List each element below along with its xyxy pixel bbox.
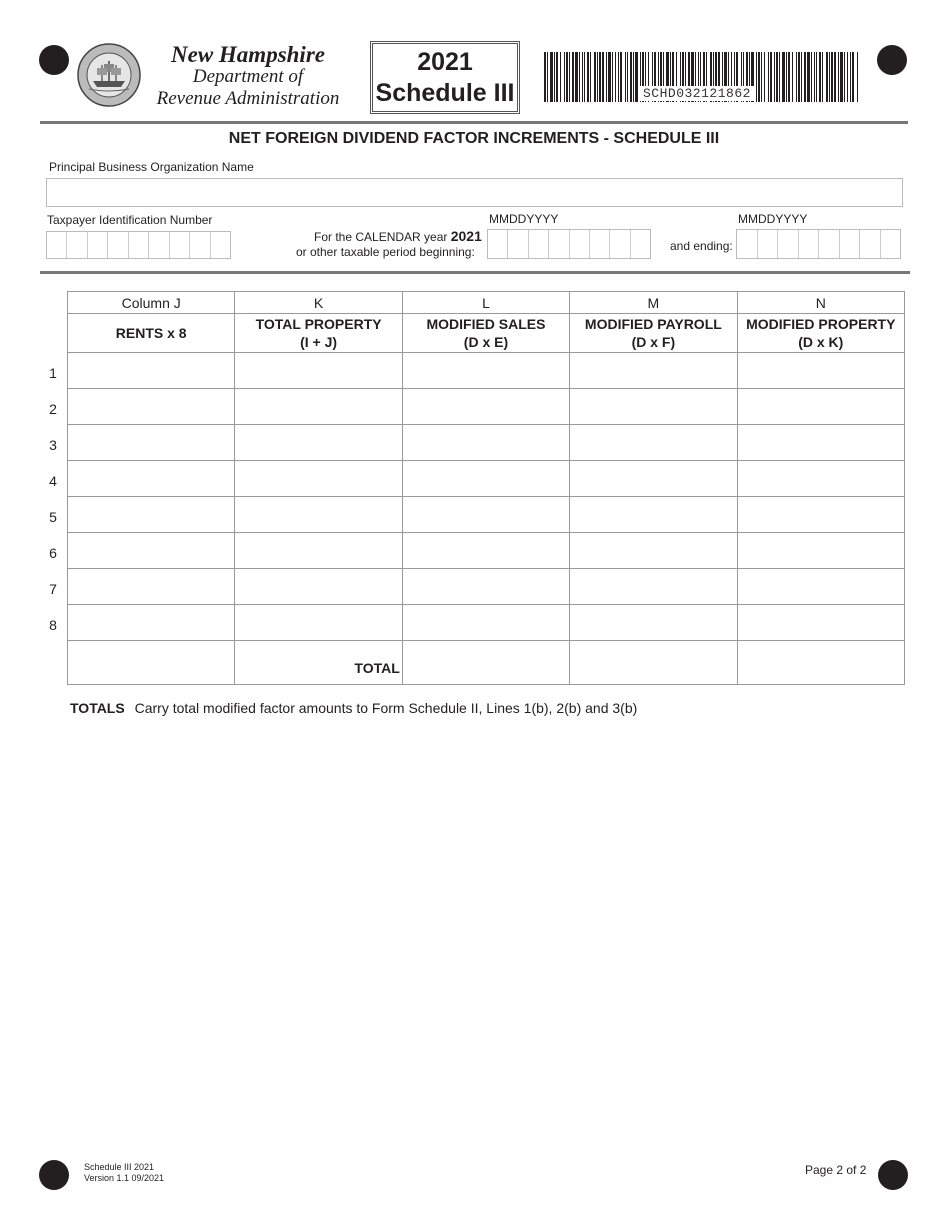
input-cell[interactable] [570,425,737,461]
column-header: MODIFIED SALES (D x E) [402,314,569,353]
column-letter: K [235,292,402,314]
input-cell[interactable] [68,389,235,425]
input-cell[interactable] [235,497,402,533]
table-row [68,533,905,569]
total-sales-cell[interactable] [402,641,569,685]
tin-field[interactable] [46,231,231,259]
and-ending-label: and ending: [670,239,733,253]
column-header-row [68,314,905,353]
page-title: NET FOREIGN DIVIDEND FACTOR INCREMENTS - SCHEDULE III [228,130,720,147]
input-cell[interactable] [402,425,569,461]
input-cell[interactable] [402,497,569,533]
org-name-field[interactable] [46,178,903,207]
blank-cell [68,641,235,685]
registration-mark-top-left [39,45,69,75]
line-number: 5 [49,509,57,525]
input-cell[interactable] [570,389,737,425]
input-cell[interactable] [68,533,235,569]
input-cell[interactable] [235,425,402,461]
calendar-prefix: For the CALENDAR year [314,230,451,244]
input-cell[interactable] [402,389,569,425]
registration-mark-top-right [877,45,907,75]
input-cell[interactable] [68,497,235,533]
input-cell[interactable] [570,605,737,641]
calendar-year: 2021 [450,228,482,244]
input-cell[interactable] [570,353,737,389]
table-row [68,389,905,425]
barcode-text: SCHD032121862 [640,86,754,101]
total-row [68,641,905,685]
input-cell[interactable] [402,461,569,497]
input-cell[interactable] [737,497,904,533]
input-cell[interactable] [737,389,904,425]
input-cell[interactable] [68,425,235,461]
input-cell[interactable] [737,353,904,389]
input-cell[interactable] [402,533,569,569]
line-number: 3 [49,437,57,453]
input-cell[interactable] [68,461,235,497]
column-letter: N [737,292,904,314]
footer-version: Version 1.1 09/2021 [84,1173,165,1183]
footer-form-name: Schedule III 2021 [84,1162,155,1172]
form-id-box [370,41,520,114]
input-cell[interactable] [402,353,569,389]
totals-note-text: Carry total modified factor amounts to Form Schedule II, Lines 1(b), 2(b) and 3(b) [134,700,638,716]
input-cell[interactable] [235,353,402,389]
total-payroll-cell[interactable] [570,641,737,685]
factor-table [67,291,905,685]
calendar-year-text [314,228,482,244]
totals-note-label: TOTALS [70,700,125,716]
line-number: 7 [49,581,57,597]
line-number: 6 [49,545,57,561]
input-cell[interactable] [235,461,402,497]
input-cell[interactable] [68,353,235,389]
line-number: 2 [49,401,57,417]
tin-label: Taxpayer Identification Number [47,213,213,227]
line-number: 1 [49,365,57,381]
input-cell[interactable] [235,569,402,605]
total-property-cell[interactable] [737,641,904,685]
input-cell[interactable] [737,569,904,605]
column-header: TOTAL PROPERTY (I + J) [235,314,402,353]
totals-note [70,700,637,716]
begin-date-format: MMDDYYYY [489,212,559,226]
column-letter: L [402,292,569,314]
header-divider [40,121,908,124]
state-seal-icon [77,43,141,107]
input-cell[interactable] [737,461,904,497]
end-date-field[interactable] [736,229,901,259]
agency-state: New Hampshire [171,42,325,67]
input-cell[interactable] [570,533,737,569]
input-cell[interactable] [402,605,569,641]
line-number: 4 [49,473,57,489]
registration-mark-bottom-right [878,1160,908,1190]
column-letter: M [570,292,737,314]
input-cell[interactable] [570,497,737,533]
period-beginning-label: or other taxable period beginning: [296,245,475,259]
total-label: TOTAL [235,641,402,685]
begin-date-field[interactable] [487,229,651,259]
table-row [68,497,905,533]
column-letter: Column J [68,292,235,314]
agency-line-3: Revenue Administration [156,88,340,109]
column-header: MODIFIED PROPERTY (D x K) [737,314,904,353]
section-divider [40,271,910,274]
footer-form-info [84,1162,164,1184]
table-row [68,461,905,497]
input-cell[interactable] [737,605,904,641]
page-number: Page 2 of 2 [805,1163,867,1177]
input-cell[interactable] [737,533,904,569]
input-cell[interactable] [68,569,235,605]
input-cell[interactable] [402,569,569,605]
form-year: 2021 [417,48,473,76]
table-row [68,605,905,641]
input-cell[interactable] [68,605,235,641]
line-number: 8 [49,617,57,633]
agency-line-2: Department of [192,66,304,87]
input-cell[interactable] [235,605,402,641]
column-header: RENTS x 8 [68,314,235,353]
org-name-label: Principal Business Organization Name [49,160,254,174]
input-cell[interactable] [570,569,737,605]
input-cell[interactable] [235,533,402,569]
table-row [68,425,905,461]
agency-name [142,44,354,110]
column-letter-row [68,292,905,314]
table-row [68,353,905,389]
end-date-format: MMDDYYYY [738,212,808,226]
table-row [68,569,905,605]
input-cell[interactable] [570,461,737,497]
column-header: MODIFIED PAYROLL (D x F) [570,314,737,353]
input-cell[interactable] [235,389,402,425]
registration-mark-bottom-left [39,1160,69,1190]
input-cell[interactable] [737,425,904,461]
form-schedule: Schedule III [375,79,515,107]
